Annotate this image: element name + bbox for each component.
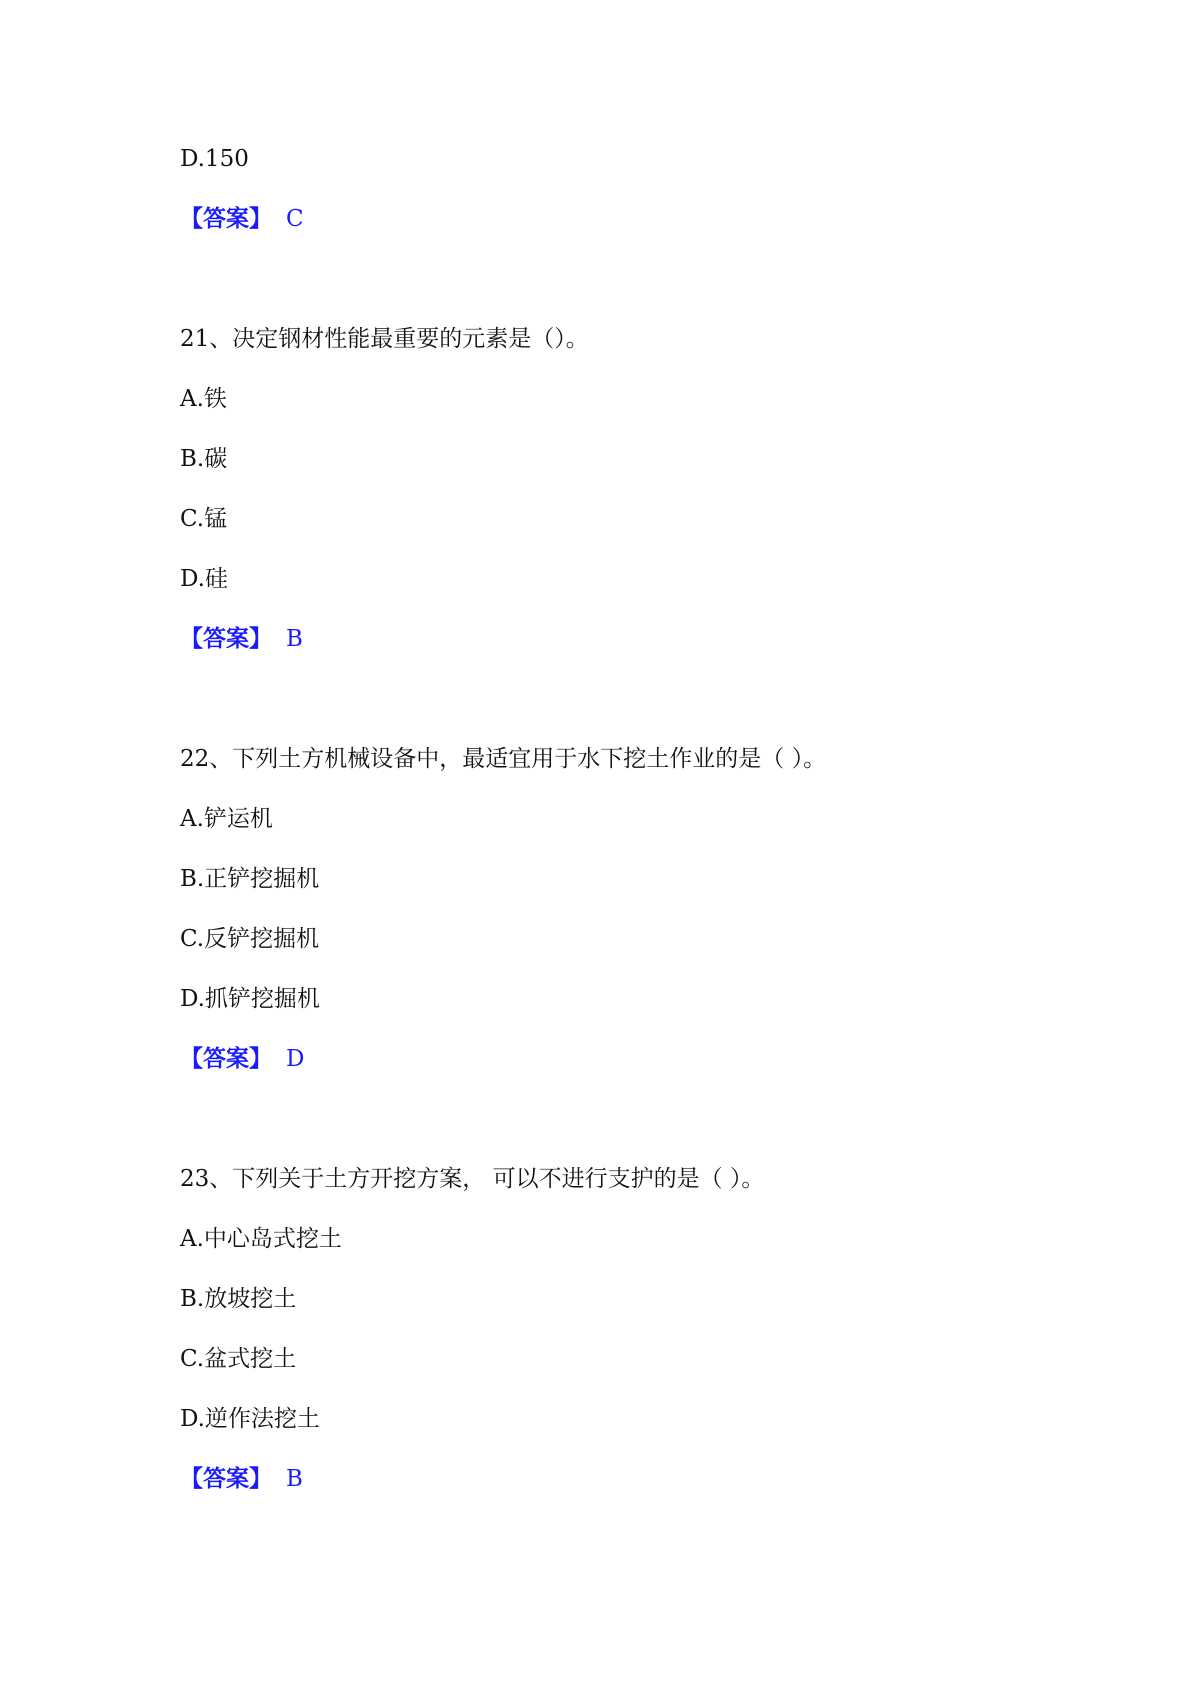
- q21-option-a: A.铁: [180, 386, 227, 412]
- q21-option-d: D.硅: [180, 566, 228, 592]
- q23-option-a: A.中心岛式挖土: [180, 1226, 342, 1252]
- q23-answer: [180, 1464, 303, 1494]
- question-23: 23、下列关于土方开挖方案， 可以不进行支护的是（ ）。: [180, 1166, 765, 1192]
- question-22: 22、下列土方机械设备中，最适宜用于水下挖土作业的是（ ）。: [180, 746, 827, 772]
- q22-option-b: B.正铲挖掘机: [180, 866, 320, 892]
- q23-option-b: B.放坡挖土: [180, 1286, 297, 1312]
- q22-answer: [180, 1044, 304, 1074]
- q21-option-c: C.锰: [180, 506, 228, 532]
- q22-option-c: C.反铲挖掘机: [180, 926, 320, 952]
- answer-value: B: [286, 1466, 303, 1492]
- question-21: 21、决定钢材性能最重要的元素是（）。: [180, 326, 589, 352]
- answer-value: C: [286, 206, 304, 232]
- answer-prev: [180, 204, 304, 234]
- q21-option-b: B.碳: [180, 446, 228, 472]
- option-d-prev: D.150: [180, 146, 249, 172]
- answer-label: 【答案】: [180, 1466, 272, 1492]
- q23-option-c: C.盆式挖土: [180, 1346, 297, 1372]
- q22-option-d: D.抓铲挖掘机: [180, 986, 320, 1012]
- q22-option-a: A.铲运机: [180, 806, 273, 832]
- q21-answer: [180, 624, 303, 654]
- q23-option-d: D.逆作法挖土: [180, 1406, 320, 1432]
- answer-label: 【答案】: [180, 626, 272, 652]
- answer-label: 【答案】: [180, 1046, 272, 1072]
- answer-label: 【答案】: [180, 206, 272, 232]
- answer-value: B: [286, 626, 303, 652]
- answer-value: D: [286, 1046, 305, 1072]
